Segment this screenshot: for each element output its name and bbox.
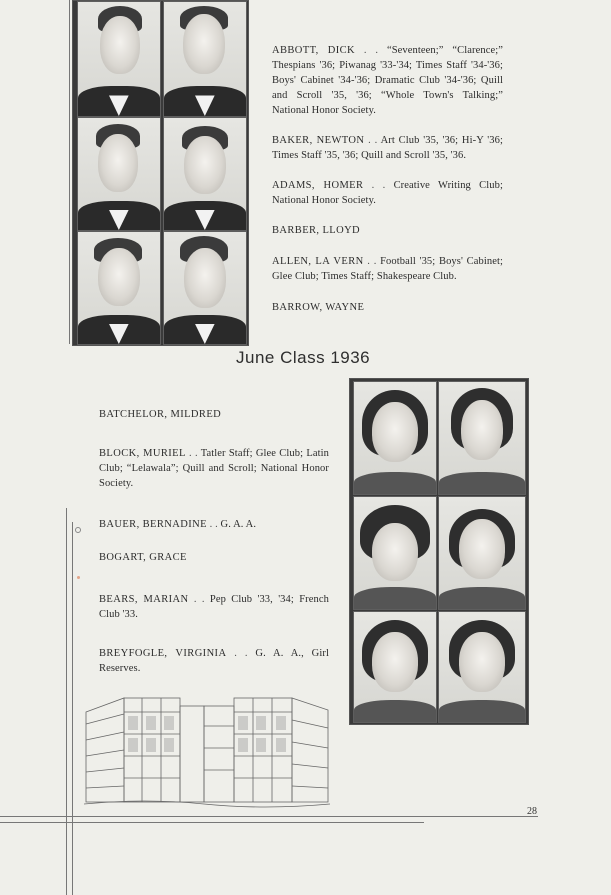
student-activities: G. A. A., Girl Reserves.: [99, 648, 329, 674]
photo-panel-bottom: [349, 378, 529, 725]
student-name: ADAMS, HOMER: [272, 180, 364, 191]
student-name: BREYFOGLE, VIRGINIA: [99, 648, 227, 659]
student-activities: G. A. A.: [220, 519, 257, 530]
portrait-photo: [77, 231, 161, 345]
student-name: BAUER, BERNADINE: [99, 519, 207, 530]
school-building-illustration: [84, 690, 330, 810]
photo-panel-top: [72, 0, 249, 346]
portrait-photo: [163, 117, 247, 231]
portrait-photo: [77, 1, 161, 117]
portrait-photo: [163, 231, 247, 345]
student-activities: Tatler Staff; Glee Club; Latin Club; “Lelawala”; Quill and Scroll; National Honor Society.: [99, 448, 329, 489]
student-name: ALLEN, LA VERN: [272, 256, 364, 267]
student-entry: BLOCK, MURIEL . . Tatler Staff; Glee Club; Latin Club; “Lelawala”; Quill and Scroll; National Honor Society.: [99, 448, 329, 489]
portrait-photo: [353, 611, 437, 723]
portrait-photo: [353, 496, 437, 610]
student-activities: Creative Writing Club; National Honor Society.: [272, 180, 503, 206]
class-heading: June Class 1936: [236, 348, 371, 367]
portrait-photo: [163, 1, 247, 117]
page-number: 28: [527, 806, 537, 817]
frame-line-bottom-2: [0, 822, 424, 823]
student-activities: “Seventeen;” “Clarence;” Thespians '36; Piwanag '33-'34; Times Staff '34-'36; Boys' Cabinet '34-'36; Dramatic Club '34-'36; Quill and Scroll '35, '36; “Whole Town's Talking;” National Honor Society.: [272, 45, 503, 116]
student-entry: ABBOTT, DICK . . “Seventeen;” “Clarence;” Thespians '36; Piwanag '33-'34; Times Staff '34-'36; Boys' Cabinet '34-'36; Dramatic Club '34-'36; Quill and Scroll '35, '36; “Whole Town's Talking;” National Honor Society.: [272, 45, 503, 116]
student-entry: BEARS, MARIAN . . Pep Club '33, '34; French Club '33.: [99, 594, 329, 620]
student-name: BAKER, NEWTON: [272, 135, 365, 146]
portrait-photo: [438, 496, 526, 610]
student-entry: [272, 223, 503, 238]
frame-line-left-lower-2: [72, 522, 73, 895]
frame-line-left: [69, 0, 70, 344]
student-activities: Art Club '35, '36; Hi-Y '36; Times Staff '35, '36; Quill and Scroll '35, '36.: [272, 135, 504, 161]
student-entry: ALLEN, LA VERN . . Football '35; Boys' Cabinet; Glee Club; Times Staff; Shakespeare Club.: [272, 256, 503, 282]
student-activities: Football '35; Boys' Cabinet; Glee Club; Times Staff; Shakespeare Club.: [272, 256, 503, 282]
student-entry: [99, 407, 329, 422]
student-name: BARROW, WAYNE: [272, 302, 365, 313]
student-entry: BAKER, NEWTON . . Art Club '35, '36; Hi-Y '36; Times Staff '35, '36; Quill and Scroll '35, '36.: [272, 135, 504, 161]
student-name: BLOCK, MURIEL: [99, 448, 186, 459]
frame-line-bottom: [0, 816, 538, 817]
student-entry: BAUER, BERNADINE . . G. A. A.: [99, 519, 257, 530]
student-name: BARBER, LLOYD: [272, 225, 361, 236]
portrait-photo: [353, 381, 437, 495]
student-name: BOGART, GRACE: [99, 552, 187, 563]
student-name: ABBOTT, DICK: [272, 45, 356, 56]
portrait-photo: [438, 381, 526, 495]
student-entry: [272, 300, 503, 315]
portrait-photo: [438, 611, 526, 723]
student-name: BEARS, MARIAN: [99, 594, 189, 605]
student-entry: BREYFOGLE, VIRGINIA . . G. A. A., Girl Reserves.: [99, 648, 329, 674]
ornament-dot: [77, 576, 80, 579]
student-entry: ADAMS, HOMER . . Creative Writing Club; National Honor Society.: [272, 180, 503, 206]
student-activities: Pep Club '33, '34; French Club '33.: [99, 594, 329, 620]
frame-line-left-lower: [66, 508, 67, 895]
portrait-photo: [77, 117, 161, 231]
ornament-ring: [75, 527, 81, 533]
student-name: BATCHELOR, MILDRED: [99, 409, 222, 420]
student-entry: [99, 550, 329, 565]
